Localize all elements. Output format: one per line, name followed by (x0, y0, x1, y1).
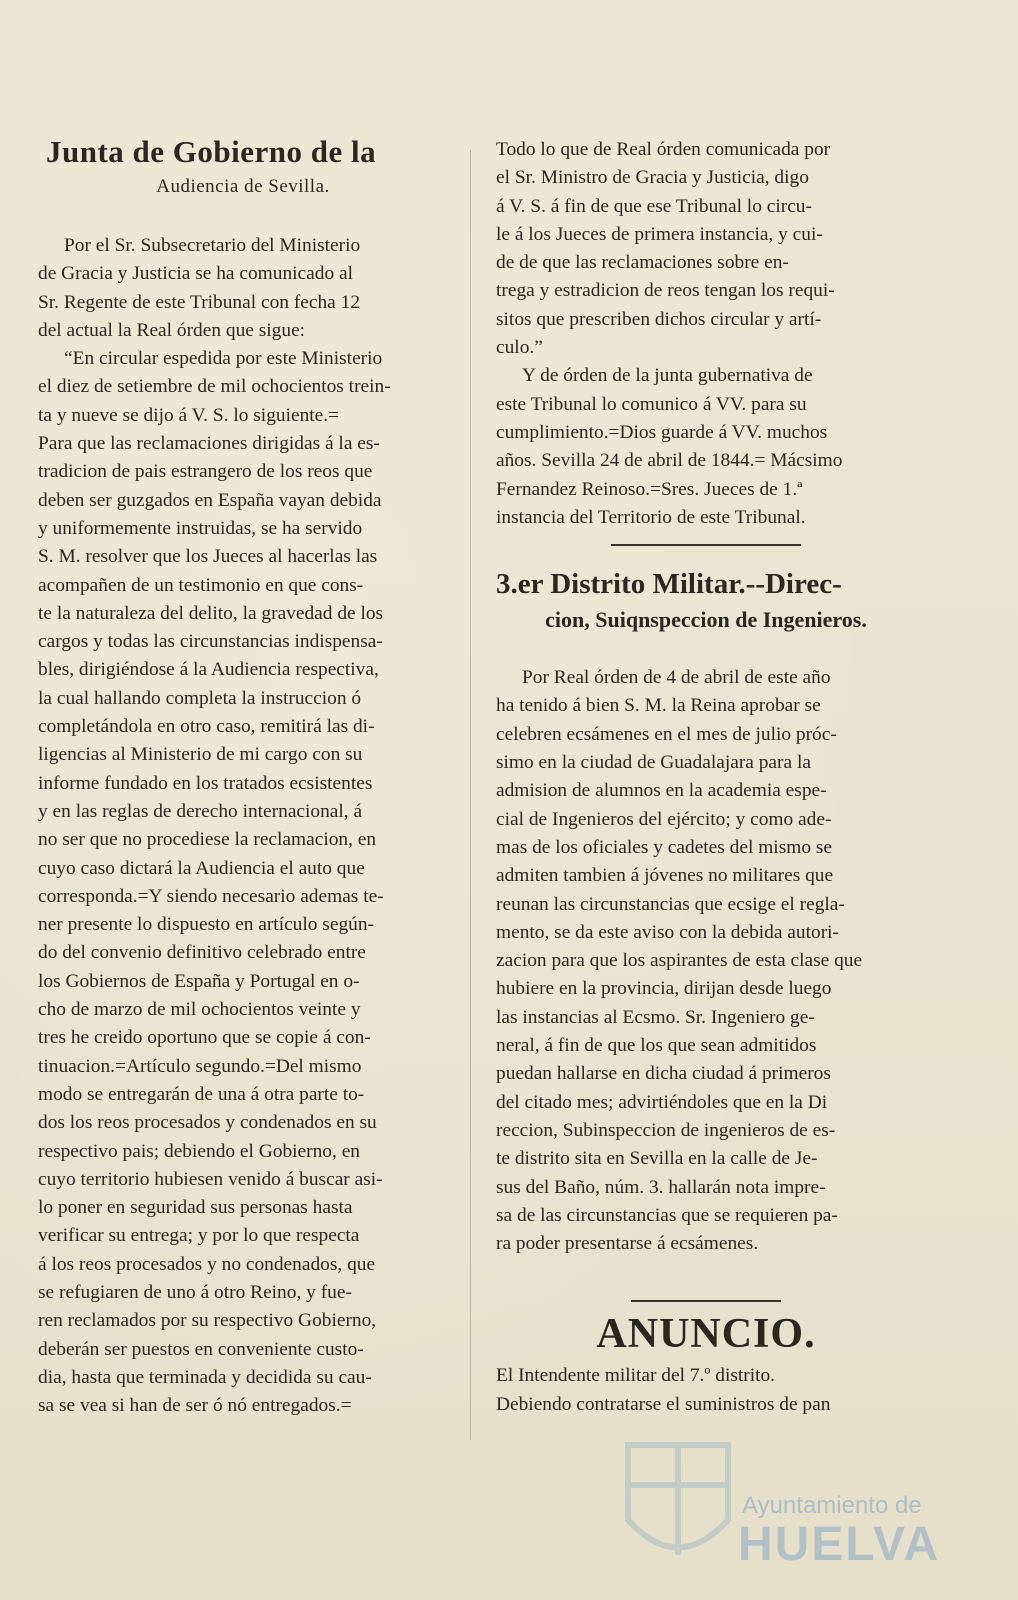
text-line: trega y estradicion de reos tengan los requi- (496, 280, 835, 302)
article-title: Junta de Gobierno de la (46, 134, 377, 169)
text-line: ra poder presentarse á ecsámenes. (496, 1233, 759, 1255)
text-line: y uniformemente instruidas, se ha servido (38, 517, 363, 539)
text-line: bles, dirigiéndose á la Audiencia respectiva, (38, 659, 379, 681)
text-line: ner presente lo dispuesto en artículo según- (38, 914, 375, 936)
text-line: de de que las reclamaciones sobre en- (496, 252, 789, 274)
section-heading (496, 566, 916, 638)
text-line: cargos y todas las circunstancias indispensa- (38, 631, 383, 653)
text-line: cho de marzo de mil ochocientos veinte y (38, 999, 361, 1021)
text-line: el diez de setiembre de mil ochocientos trein- (38, 376, 391, 398)
text-line: instancia del Territorio de este Tribunal. (496, 506, 806, 528)
text-line: del citado mes; advirtiéndoles que en la Di (496, 1091, 828, 1113)
text-line: admiten tambien á jóvenes no militares que (496, 865, 834, 887)
text-line: ren reclamados por su respectivo Gobierno, (38, 1310, 377, 1332)
watermark-line-2: HUELVA (738, 1518, 941, 1571)
text-line: neral, á fin de que los que sean admitidos (496, 1035, 817, 1057)
text-line: Todo lo que de Real órden comunicada por (496, 139, 831, 160)
text-line: tinuacion.=Artículo segundo.=Del mismo (38, 1055, 362, 1077)
text-line: tradicion de pais estrangero de los reos que (38, 461, 373, 483)
right-column (496, 136, 916, 1419)
text-line: dos los reos procesados y condenados en su (38, 1112, 377, 1134)
text-line: admision de alumnos en la academia espe- (496, 780, 827, 802)
text-line: ta y nueve se dijo á V. S. lo siguiente.= (38, 404, 340, 426)
text-line: verificar su entrega; y por lo que respecta (38, 1225, 360, 1247)
text-line: Sr. Regente de este Tribunal con fecha 12 (38, 291, 361, 313)
text-line: le á los Jueces de primera instancia, y cui- (496, 223, 823, 245)
text-line: deben ser guzgados en España vayan debida (38, 489, 382, 511)
text-line: hubiere en la provincia, dirijan desde luego (496, 978, 832, 1000)
text-line: puedan hallarse en dicha ciudad á primeros (496, 1063, 831, 1085)
text-line: cuyo caso dictará la Audiencia el auto que (38, 857, 365, 879)
left-column (38, 130, 448, 1420)
text-line: Debiendo contratarse el suministros de pan (496, 1393, 831, 1415)
text-line: reccion, Subinspeccion de ingenieros de es- (496, 1119, 836, 1141)
text-line: tres he creido oportuno que se copie á con- (38, 1027, 371, 1049)
watermark-line-1: Ayuntamiento de (742, 1492, 922, 1519)
text-line: á V. S. á fin de que ese Tribunal lo circu- (496, 195, 812, 217)
text-line: respectivo pais; debiendo el Gobierno, en (38, 1140, 361, 1162)
article-continuation (496, 136, 916, 532)
text-line: á los reos procesados y no condenados, que (38, 1253, 376, 1275)
text-line: te distrito sita en Sevilla en la calle de Je- (496, 1148, 818, 1170)
text-line: sus del Baño, núm. 3. hallarán nota impre- (496, 1176, 826, 1198)
text-line: sa se vea si han de ser ó nó entregados.= (38, 1395, 352, 1417)
text-line: cumplimiento.=Dios guarde á VV. muchos (496, 421, 828, 443)
text-line: corresponda.=Y siendo necesario ademas te- (38, 885, 384, 907)
text-line: no ser que no procediese la reclamacion, en (38, 829, 377, 851)
text-line: el Sr. Ministro de Gracia y Justicia, digo (496, 167, 809, 189)
text-line: sitos que prescriben dichos circular y artí- (496, 308, 822, 330)
section-heading-line-1: 3.er Distrito Militar.--Direc- (496, 568, 842, 601)
text-line: cial de Ingenieros del ejército; y como ade- (496, 808, 832, 830)
announcement-divider (631, 1300, 781, 1302)
column-divider (470, 150, 471, 1440)
text-line: Por el Sr. Subsecretario del Ministerio (64, 235, 361, 256)
text-line: Para que las reclamaciones dirigidas á la es- (38, 433, 380, 455)
text-line: mas de los oficiales y cadetes del mismo se (496, 836, 833, 858)
text-line: do del convenio definitivo celebrado entre (38, 942, 366, 964)
text-line: la cual hallando completa la instruccion ó (38, 687, 362, 709)
text-line: ligencias al Ministerio de mi cargo con su (38, 744, 363, 766)
text-line: “En circular espedida por este Ministerio (64, 348, 383, 370)
text-line: deberán ser puestos en conveniente custo- (38, 1338, 364, 1360)
text-line: lo poner en seguridad sus personas hasta (38, 1197, 353, 1219)
text-line: de Gracia y Justicia se ha comunicado al (38, 263, 353, 285)
text-line: celebren ecsámenes en el mes de julio próc- (496, 723, 837, 745)
text-line: las instancias al Ecsmo. Sr. Ingeniero ge- (496, 1006, 815, 1028)
text-line: Fernandez Reinoso.=Sres. Jueces de 1.ª (496, 478, 803, 500)
text-line: culo.” (496, 337, 543, 359)
text-line: se refugiaren de uno á otro Reino, y fue- (38, 1281, 352, 1303)
announcement-title: ANUNCIO. (596, 1311, 816, 1358)
text-line: ha tenido á bien S. M. la Reina aprobar se (496, 695, 821, 717)
text-line: te la naturaleza del delito, la gravedad de los (38, 602, 384, 624)
article-subtitle: Audiencia de Sevilla. (156, 176, 330, 197)
article-body (38, 232, 448, 1420)
text-line: este Tribunal lo comunico á VV. para su (496, 393, 807, 415)
text-line: simo en la ciudad de Guadalajara para la (496, 752, 811, 774)
text-line: los Gobiernos de España y Portugal en o- (38, 970, 360, 992)
text-line: dia, hasta que terminada y decidida su cau- (38, 1366, 372, 1388)
text-line: zacion para que los aspirantes de esta clase que (496, 950, 863, 972)
text-line: cuyo territorio hubiesen venido á buscar asi- (38, 1168, 383, 1190)
text-line: completándola en otro caso, remitirá las di- (38, 716, 375, 738)
text-line: sa de las circunstancias que se requieren pa- (496, 1204, 838, 1226)
announcement-body (496, 1362, 916, 1419)
section-heading-line-2: cion, Suiqnspeccion de Ingenieros. (545, 607, 867, 633)
text-line: mento, se da este aviso con la debida autori- (496, 921, 839, 943)
text-line: Por Real órden de 4 de abril de este año (522, 667, 831, 689)
text-line: S. M. resolver que los Jueces al hacerlas las (38, 546, 378, 568)
text-line: Y de órden de la junta gubernativa de (522, 365, 813, 387)
text-line: y en las reglas de derecho internacional, á (38, 800, 363, 822)
text-line: informe fundado en los tratados ecsistentes (38, 772, 373, 794)
text-line: años. Sevilla 24 de abril de 1844.= Mácsimo (496, 450, 843, 472)
text-line: acompañen de un testimonio en que cons- (38, 574, 364, 596)
text-line: reunan las circunstancias que ecsige el regla- (496, 893, 845, 915)
text-line: El Intendente militar del 7.º distrito. (496, 1365, 776, 1387)
text-line: modo se entregarán de una á otra parte to- (38, 1083, 365, 1105)
text-line: del actual la Real órden que sigue: (38, 319, 306, 341)
section-body (496, 664, 916, 1258)
